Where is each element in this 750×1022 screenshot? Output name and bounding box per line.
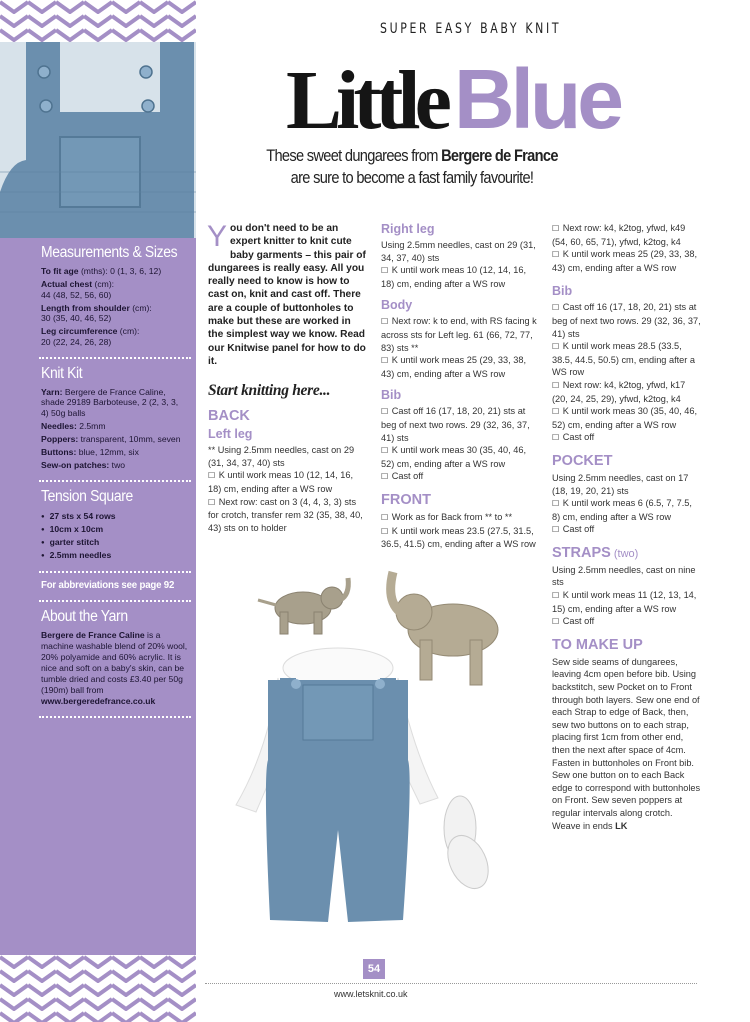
measurement-label: Leg circumference bbox=[41, 326, 118, 337]
signoff: LK bbox=[615, 820, 628, 831]
instruction-text: K until work meas 25 (29, 33, 38, 43) cm, ending after a WS row bbox=[552, 249, 698, 273]
front-bib-heading: Bib bbox=[552, 284, 573, 299]
instruction-text: Next row: k to end, with RS facing k across sts for Left leg. 61 (66, 72, 77, 83) sts ** bbox=[381, 316, 537, 353]
measurement-label: Length from shoulder bbox=[41, 302, 130, 313]
checkbox-icon[interactable]: ☐ bbox=[552, 433, 562, 443]
instruction-text: Cast off bbox=[562, 524, 595, 535]
column-1 bbox=[208, 222, 368, 534]
back-bib-instructions bbox=[381, 405, 539, 484]
checkbox-icon[interactable]: ☐ bbox=[208, 497, 218, 507]
standfirst-brand: Bergere de France bbox=[441, 146, 558, 165]
kit-value: 2.5mm bbox=[76, 420, 106, 431]
instruction-line bbox=[552, 340, 702, 379]
back-heading: BACK bbox=[208, 408, 250, 425]
dungarees-bib-photo bbox=[0, 42, 196, 238]
checkbox-icon[interactable]: ☐ bbox=[552, 525, 562, 535]
instruction-line bbox=[552, 497, 702, 523]
instruction-text: Using 2.5mm needles, cast on nine sts bbox=[552, 564, 696, 588]
standfirst-post: are sure to become a fast family favourite! bbox=[290, 168, 534, 187]
instruction-line bbox=[381, 444, 539, 470]
knit-kit-list bbox=[41, 387, 188, 471]
column-2 bbox=[381, 222, 539, 551]
body-heading: Body bbox=[381, 298, 413, 313]
measurement-unit: (cm): bbox=[117, 326, 140, 337]
instruction-line bbox=[552, 405, 702, 431]
front-instructions-cont bbox=[552, 222, 702, 274]
right-leg-instructions bbox=[381, 239, 539, 290]
instruction-line bbox=[208, 444, 368, 469]
instruction-line bbox=[552, 248, 702, 274]
kit-item bbox=[41, 421, 188, 432]
yarn-description: is a machine washable blend of 20% wool, 20% polyamide and 60% acrylic. It is nice and soft on a baby's skin, can be tumble dried and costs £3.40 per 50g (190m) ball from bbox=[41, 629, 188, 695]
instruction-text: Cast off 16 (17, 18, 20, 21) sts at beg of next two rows. 29 (32, 36, 37, 41) sts bbox=[552, 302, 701, 339]
instruction-line bbox=[381, 354, 539, 380]
instruction-line bbox=[381, 525, 539, 551]
instruction-text: Cast off bbox=[562, 432, 595, 443]
instruction-line bbox=[552, 564, 702, 589]
instruction-text: Next row: k4, k2tog, yfwd, k17 (20, 24, 25, 29), yfwd, k2tog, k4 bbox=[552, 379, 686, 404]
wooden-elephant-small-icon bbox=[258, 578, 348, 634]
sidebar-content bbox=[0, 238, 196, 724]
checkbox-icon[interactable]: ☐ bbox=[552, 591, 562, 601]
title-little: Little bbox=[286, 54, 446, 147]
checkbox-icon[interactable]: ☐ bbox=[381, 526, 391, 536]
standfirst bbox=[257, 145, 567, 189]
front-bib-instructions bbox=[552, 301, 702, 445]
instruction-line bbox=[381, 405, 539, 444]
kit-value: two bbox=[109, 460, 126, 471]
measurement-value: 0 (1, 3, 6, 12) bbox=[110, 266, 162, 276]
instruction-text: K until work meas 25 (29, 33, 38, 43) cm, ending after a WS row bbox=[381, 355, 527, 379]
yarn-url[interactable]: www.bergeredefrance.co.uk bbox=[41, 695, 156, 706]
checkbox-icon[interactable]: ☐ bbox=[552, 224, 562, 233]
measurement-value: 20 (22, 24, 26, 28) bbox=[41, 337, 112, 348]
kit-label: Poppers: bbox=[41, 434, 79, 445]
tension-item: ● 10cm x 10cm bbox=[41, 523, 188, 536]
instruction-line bbox=[552, 301, 702, 340]
baby-shoes-icon bbox=[440, 796, 496, 895]
kit-value: blue, 12mm, six bbox=[76, 447, 139, 458]
about-yarn-text bbox=[41, 630, 188, 707]
instruction-text: K until work meas 30 (35, 40, 46, 52) cm, ending after a WS row bbox=[381, 445, 527, 469]
straps-heading-note: (two) bbox=[610, 547, 639, 560]
straps-heading bbox=[552, 545, 702, 561]
divider bbox=[39, 600, 191, 602]
instruction-line bbox=[552, 431, 702, 445]
measurement-value: 30 (35, 40, 46, 52) bbox=[41, 313, 112, 324]
measurements-list bbox=[41, 266, 188, 348]
instruction-line bbox=[552, 523, 702, 537]
sidebar bbox=[0, 0, 196, 1022]
measurement-unit: (cm): bbox=[92, 279, 115, 290]
about-yarn-heading: About the Yarn bbox=[41, 607, 128, 625]
checkbox-icon[interactable]: ☐ bbox=[552, 250, 562, 260]
tension-item: ● garter stitch bbox=[41, 536, 188, 549]
measurement-unit: (mths): bbox=[78, 266, 111, 276]
dungarees-photo-icon bbox=[236, 648, 438, 922]
kit-item bbox=[41, 387, 188, 419]
make-up-heading: TO MAKE UP bbox=[552, 636, 643, 653]
instruction-line bbox=[381, 470, 539, 484]
straps-instructions bbox=[552, 564, 702, 629]
instruction-text: K until work meas 10 (12, 14, 16, 18) cm, ending after a WS row bbox=[208, 470, 354, 495]
checkbox-icon[interactable]: ☐ bbox=[208, 471, 218, 481]
checkbox-icon[interactable]: ☐ bbox=[552, 342, 562, 352]
divider bbox=[39, 357, 191, 359]
instruction-text: Cast off bbox=[562, 616, 595, 627]
tension-item: ● 2.5mm needles bbox=[41, 549, 188, 562]
tension-item: ● 27 sts x 54 rows bbox=[41, 510, 188, 523]
pocket-instructions bbox=[552, 472, 702, 537]
checkbox-icon[interactable]: ☐ bbox=[552, 617, 562, 627]
measurement-item bbox=[41, 279, 188, 300]
make-up-body: Sew side seams of dungarees, leaving 4cm open before bib. Using backstitch, sew Pocket on to Front through both layers. Sew one end of each Strap to edge of Back, then, sew two buttons on to each strap, placing first 1cm from other end, then the next after space of 4cm. Fasten in buttonholes on Front bib. Sew one button on to each Back edge to correspond with buttonholes on Front. Sew seven poppers at regular intervals along crotch. Weave in ends bbox=[552, 656, 701, 831]
checkbox-icon[interactable]: ☐ bbox=[552, 380, 562, 390]
instruction-line bbox=[208, 469, 368, 495]
instruction-line bbox=[552, 615, 702, 629]
product-photo bbox=[208, 560, 538, 955]
checkbox-icon[interactable]: ☐ bbox=[381, 407, 391, 417]
body-instructions bbox=[381, 315, 539, 380]
measurement-label: To fit age bbox=[41, 266, 79, 276]
measurement-item bbox=[41, 266, 188, 277]
kit-label: Buttons: bbox=[41, 447, 77, 458]
kit-item bbox=[41, 460, 188, 471]
measurement-unit: (cm): bbox=[129, 302, 152, 313]
kit-label: Yarn: bbox=[41, 386, 63, 397]
divider bbox=[39, 571, 191, 573]
measurements-heading: Measurements & Sizes bbox=[41, 244, 178, 261]
kit-item bbox=[41, 447, 188, 458]
checkbox-icon[interactable]: ☐ bbox=[381, 472, 391, 482]
wooden-elephant-large-icon bbox=[391, 572, 498, 685]
page-number: 54 bbox=[363, 959, 385, 979]
instruction-line bbox=[381, 511, 539, 525]
instruction-text: K until work meas 23.5 (27.5, 31.5, 36.5, 41.5) cm, ending after a WS row bbox=[381, 525, 536, 550]
page-title bbox=[286, 54, 620, 146]
left-leg-heading: Left leg bbox=[208, 427, 253, 442]
straps-heading-text: STRAPS bbox=[552, 544, 611, 561]
kicker: SUPER EASY BABY KNIT bbox=[380, 21, 562, 37]
kit-label: Needles: bbox=[41, 420, 77, 431]
column-3 bbox=[552, 222, 702, 832]
make-up-text bbox=[552, 656, 702, 832]
front-instructions bbox=[381, 511, 539, 551]
instruction-line bbox=[552, 222, 702, 248]
chevron-pattern-bottom bbox=[0, 955, 196, 1022]
measurement-label: Actual chest bbox=[41, 279, 93, 290]
kit-value: transparent, 10mm, seven bbox=[78, 434, 181, 445]
divider bbox=[39, 716, 191, 718]
kit-value: Bergere de France Caline, shade 29189 Barboteuse, 2 (2, 3, 3, 4) 50g balls bbox=[41, 386, 179, 418]
checkbox-icon[interactable]: ☐ bbox=[552, 499, 562, 509]
intro-paragraph bbox=[208, 222, 368, 368]
instruction-text: ** Using 2.5mm needles, cast on 29 (31, 34, 37, 40) sts bbox=[208, 445, 355, 468]
instruction-text: K until work meas 10 (12, 14, 16, 18) cm, ending after a WS row bbox=[381, 265, 527, 289]
checkbox-icon[interactable]: ☐ bbox=[552, 407, 562, 417]
instruction-text: Using 2.5mm needles, cast on 17 (18, 19, 20, 21) sts bbox=[552, 472, 689, 496]
instruction-text: Work as for Back from ** to ** bbox=[391, 511, 513, 522]
instruction-text: K until work meas 11 (12, 13, 14, 15) cm, ending after a WS row bbox=[552, 590, 697, 614]
checkbox-icon[interactable]: ☐ bbox=[381, 356, 391, 366]
pocket-heading: POCKET bbox=[552, 452, 613, 469]
divider bbox=[39, 480, 191, 482]
checkbox-icon[interactable]: ☐ bbox=[381, 317, 391, 327]
tension-list bbox=[41, 510, 188, 562]
checkbox-icon[interactable]: ☐ bbox=[381, 446, 391, 456]
instruction-line bbox=[381, 315, 539, 354]
right-leg-heading: Right leg bbox=[381, 222, 435, 236]
checkbox-icon[interactable]: ☐ bbox=[552, 303, 562, 313]
title-blue: Blue bbox=[453, 52, 620, 146]
measurement-item bbox=[41, 303, 188, 324]
instruction-line bbox=[552, 472, 702, 497]
back-bib-heading: Bib bbox=[381, 388, 402, 403]
instruction-line bbox=[381, 239, 539, 264]
website-link[interactable]: www.letsknit.co.uk bbox=[334, 989, 408, 999]
chevron-pattern-top bbox=[0, 0, 196, 42]
instruction-text: K until work meas 28.5 (33.5, 38.5, 44.5, 50.5) cm, ending after a WS row bbox=[552, 341, 696, 378]
knit-kit-heading: Knit Kit bbox=[41, 364, 83, 382]
checkbox-icon[interactable]: ☐ bbox=[381, 512, 391, 522]
front-heading: FRONT bbox=[381, 491, 431, 508]
start-heading: Start knitting here... bbox=[208, 382, 331, 400]
instruction-line bbox=[208, 496, 368, 535]
instruction-text: Using 2.5mm needles, cast on 29 (31, 34, 37, 40) sts bbox=[381, 240, 536, 263]
instruction-text: Next row: k4, k2tog, yfwd, k49 (54, 60, 65, 71), yfwd, k2tog, k4 bbox=[552, 223, 686, 247]
footer-divider bbox=[205, 983, 697, 984]
tension-heading: Tension Square bbox=[41, 487, 133, 505]
yarn-name: Bergere de France Caline bbox=[41, 629, 145, 640]
kit-item bbox=[41, 434, 188, 445]
intro-text: ou don't need to be an expert knitter to knit cute baby garments – this pair of dungarees is really easy. All you really need to know is how to cast on, knit and cast off. There are a couple of buttonholes to make but these are worked in the simplest way we know. Read our Knitwise panel for how to do it. bbox=[208, 223, 366, 367]
measurement-item bbox=[41, 326, 188, 347]
instruction-text: Next row: cast on 3 (4, 4, 3, 3) sts for crotch, transfer rem 32 (35, 38, 40, 43) sts on to holder bbox=[208, 496, 363, 533]
instruction-line bbox=[381, 264, 539, 290]
instruction-text: Cast off bbox=[391, 471, 424, 482]
drop-cap: Y bbox=[207, 220, 228, 253]
measurement-value: 44 (48, 52, 56, 60) bbox=[41, 289, 112, 300]
instruction-text: Cast off 16 (17, 18, 20, 21) sts at beg of next two rows. 29 (32, 36, 37, 41) sts bbox=[381, 406, 530, 443]
instruction-line bbox=[552, 589, 702, 615]
instruction-text: K until work meas 30 (35, 40, 46, 52) cm, ending after a WS row bbox=[552, 406, 698, 430]
abbreviations-note: For abbreviations see page 92 bbox=[41, 578, 175, 591]
instruction-line bbox=[552, 379, 702, 405]
instruction-text: K until work meas 6 (6.5, 7, 7.5, 8) cm, ending after a WS row bbox=[552, 498, 692, 522]
standfirst-pre: These sweet dungarees from bbox=[266, 146, 442, 165]
checkbox-icon[interactable]: ☐ bbox=[381, 266, 391, 276]
kit-label: Sew-on patches: bbox=[41, 460, 110, 471]
left-leg-instructions bbox=[208, 444, 368, 534]
